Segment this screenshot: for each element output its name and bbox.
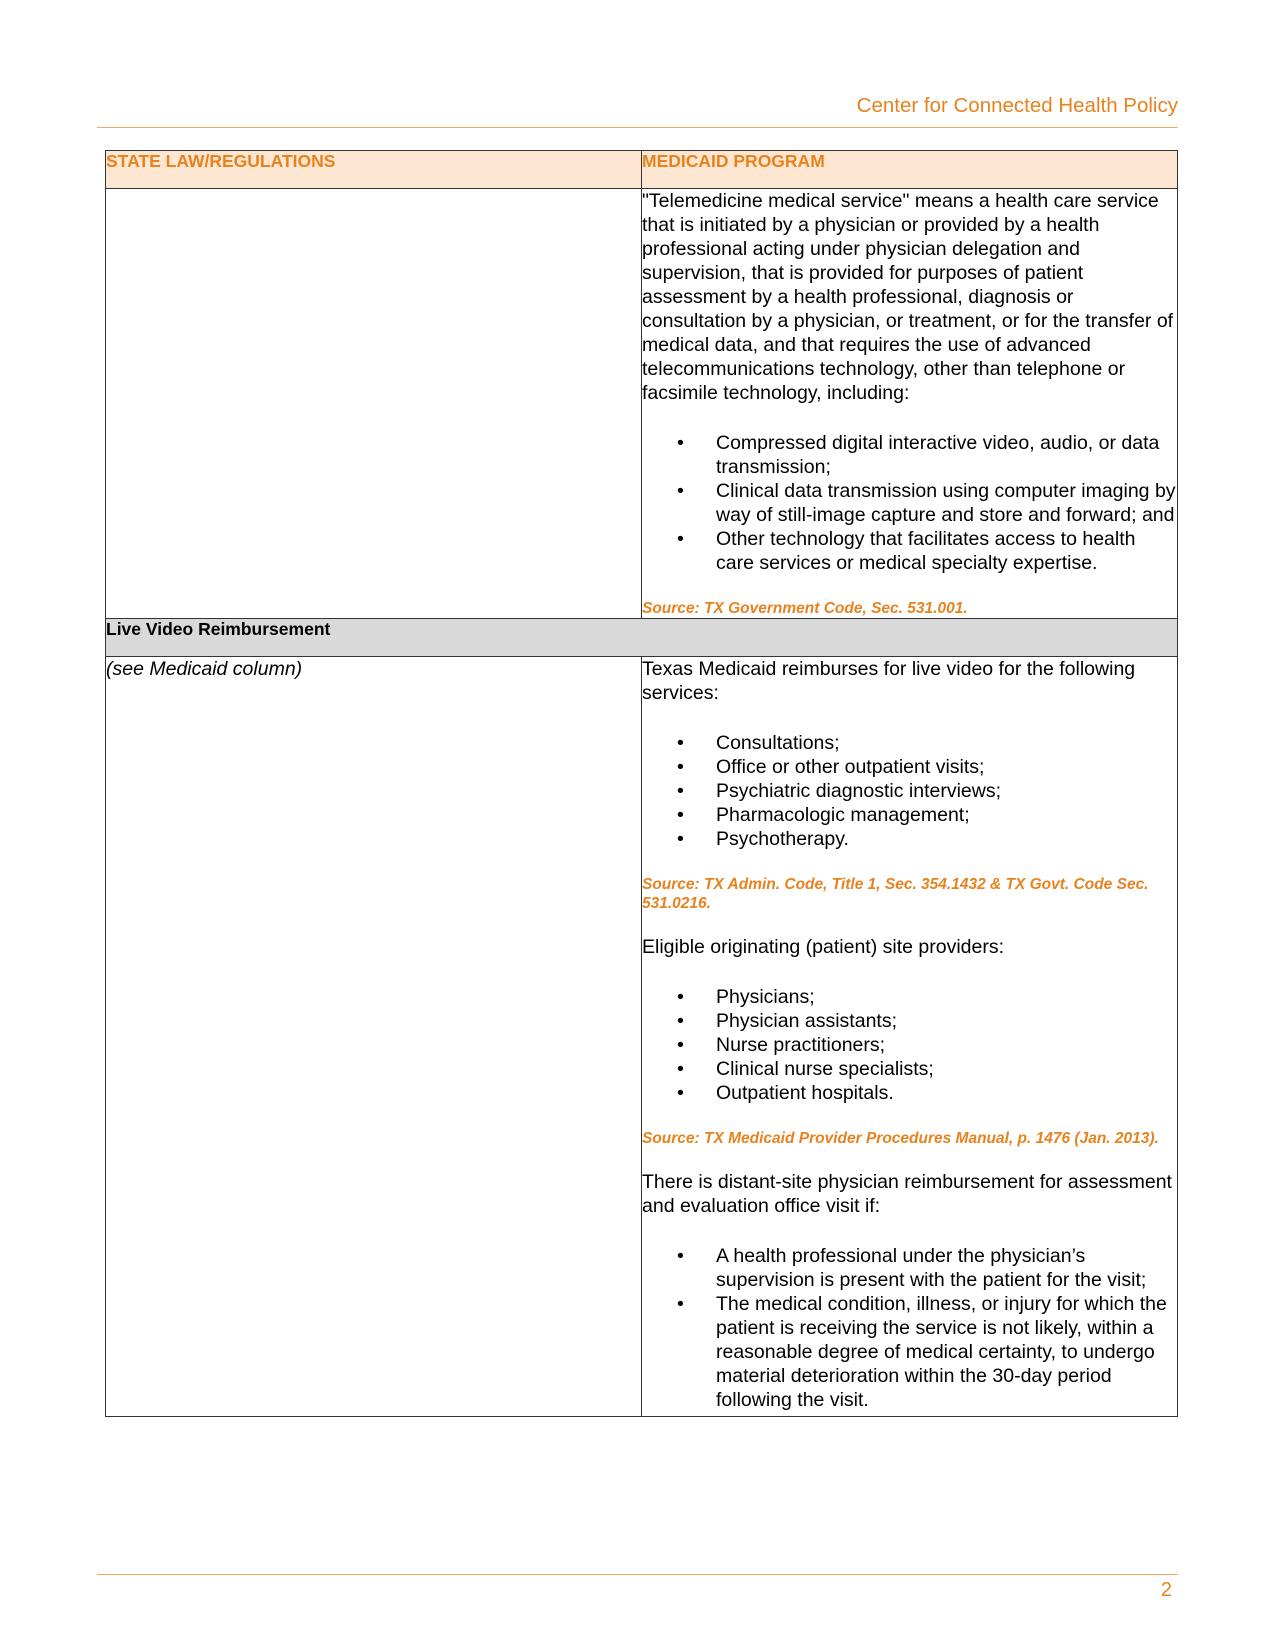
distant-site-intro: There is distant-site physician reimbursement for assessment and evaluation office visit if: xyxy=(642,1171,1172,1217)
list-item: • Other technology that facilitates access to health care services or medical specialty expertise. xyxy=(677,528,1136,574)
providers-list xyxy=(642,985,1177,1105)
source-citation: Source: TX Admin. Code, Title 1, Sec. 354.1432 & TX Govt. Code Sec. 531.0216. xyxy=(642,876,1149,912)
state-law-note: (see Medicaid column) xyxy=(106,657,642,1417)
header-org-name: Center for Connected Health Policy xyxy=(856,94,1178,117)
page-number: 2 xyxy=(1160,1579,1172,1601)
list-item: • The medical condition, illness, or injury for which the patient is receiving the service is not likely, within a reasonable degree of medical certainty, to undergo material deterioration within the 30-day period following the visit. xyxy=(677,1293,1167,1411)
source-citation: Source: TX Government Code, Sec. 531.001. xyxy=(642,600,968,617)
header-rule xyxy=(97,127,1178,128)
list-item: • Pharmacologic management; xyxy=(677,804,970,826)
table-row xyxy=(106,189,1178,619)
list-item: • A health professional under the physician’s supervision is present with the patient for the visit; xyxy=(677,1245,1147,1291)
conditions-list xyxy=(642,1244,1177,1412)
definition-bullet-list xyxy=(642,431,1177,575)
live-video-intro: Texas Medicaid reimburses for live video for the following services: xyxy=(642,658,1136,704)
list-item: • Office or other outpatient visits; xyxy=(677,756,985,778)
source-citation: Source: TX Medicaid Provider Procedures Manual, p. 1476 (Jan. 2013). xyxy=(642,1130,1159,1147)
list-item: • Compressed digital interactive video, audio, or data transmission; xyxy=(677,432,1160,478)
list-item: • Consultations; xyxy=(677,732,840,754)
list-item: • Psychiatric diagnostic interviews; xyxy=(677,780,1002,802)
col-header-state-law: STATE LAW/REGULATIONS xyxy=(106,151,642,189)
section-row xyxy=(106,619,1178,657)
list-item: • Physician assistants; xyxy=(677,1010,897,1032)
eligible-providers-intro: Eligible originating (patient) site providers: xyxy=(642,936,1005,958)
list-item: • Nurse practitioners; xyxy=(677,1034,886,1056)
policy-table xyxy=(105,150,1178,1417)
table-row xyxy=(106,657,1178,1417)
medicaid-live-video-cell xyxy=(642,657,1178,1417)
services-list xyxy=(642,731,1177,851)
list-item: • Outpatient hospitals. xyxy=(677,1082,894,1104)
col-header-medicaid: MEDICAID PROGRAM xyxy=(642,151,1178,189)
section-title: Live Video Reimbursement xyxy=(106,619,1178,657)
table-header-row xyxy=(106,151,1178,189)
list-item: • Clinical nurse specialists; xyxy=(677,1058,934,1080)
list-item: • Clinical data transmission using computer imaging by way of still-image capture and store and forward; and xyxy=(677,480,1176,526)
state-law-cell-empty xyxy=(106,189,642,619)
list-item: • Psychotherapy. xyxy=(677,828,849,850)
definition-text: "Telemedicine medical service" means a health care service that is initiated by a physician or provided by a health professional acting under physician delegation and supervision, that is provided for purposes of patient assessment by a health professional, diagnosis or consultation by a physician, or treatment, or for the transfer of medical data, and that requires the use of advanced telecommunications technology, other than telephone or facsimile technology, including: xyxy=(642,190,1174,404)
list-item: • Physicians; xyxy=(677,986,815,1008)
footer-rule xyxy=(97,1574,1178,1575)
medicaid-definition-cell xyxy=(642,189,1178,619)
